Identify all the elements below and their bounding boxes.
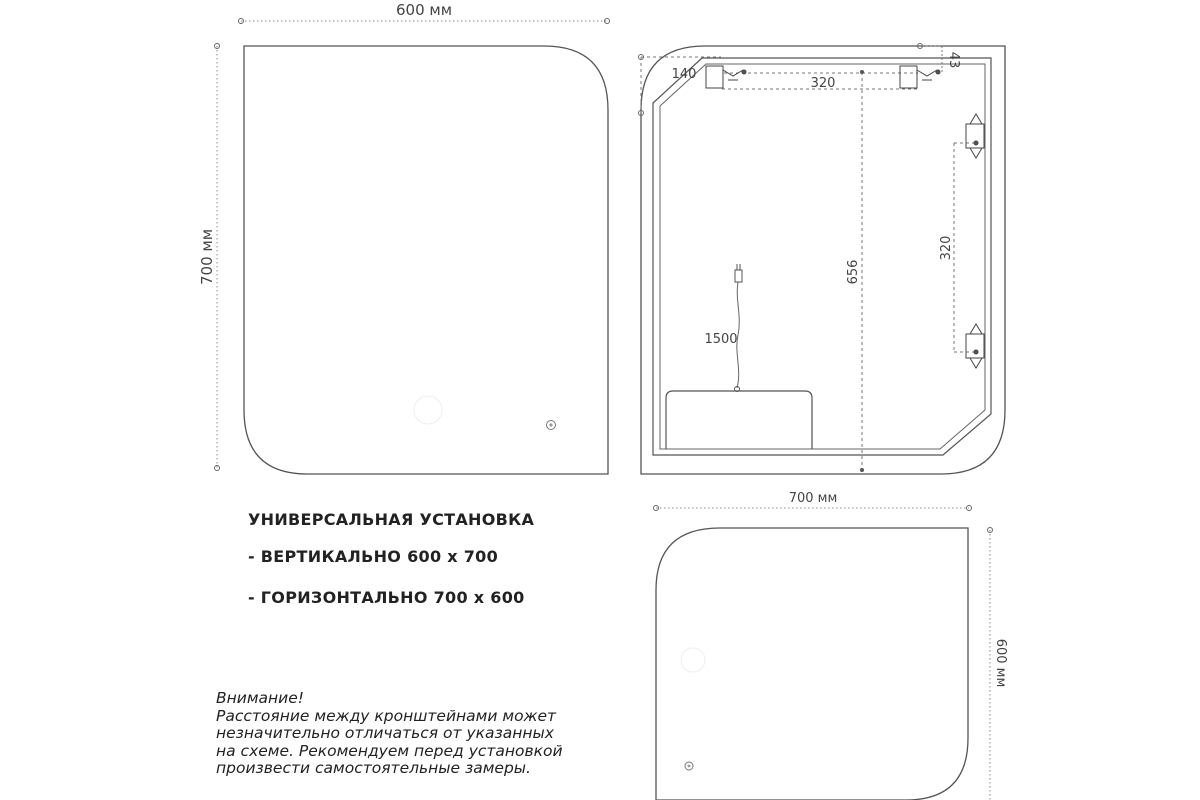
bracket-top-left <box>706 66 746 88</box>
warning-line: Расстояние между кронштейнами может <box>216 706 557 725</box>
warning-line: незначительно отличаться от указанных <box>216 724 554 743</box>
warning-line: произвести самостоятельные замеры. <box>216 759 531 778</box>
bracket-horizontal-label: 320 <box>810 76 836 91</box>
driver-box <box>666 391 812 449</box>
bracket-right-top <box>966 114 984 158</box>
offset-top-label: 43 <box>946 51 961 69</box>
front-view <box>198 1 610 474</box>
installation-title: УНИВЕРСАЛЬНАЯ УСТАНОВКА <box>248 510 535 529</box>
warning-line: Внимание! <box>216 689 304 707</box>
warning-note <box>216 690 636 778</box>
horizontal-mirror-outline <box>656 528 968 800</box>
bracket-top-right <box>900 66 940 88</box>
dimension-end-marker <box>860 468 864 472</box>
bracket-vertical-label: 320 <box>939 235 954 261</box>
horizontal-height-label: 600 мм <box>993 638 1008 688</box>
front-height-label: 700 мм <box>198 228 216 286</box>
installation-horizontal: - ГОРИЗОНТАЛЬНО 700 х 600 <box>248 588 525 607</box>
horizontal-view <box>654 491 1009 800</box>
bracket-right-bottom <box>966 324 984 368</box>
installation-vertical: - ВЕРТИКАЛЬНО 600 х 700 <box>248 547 499 566</box>
sensor-area <box>414 396 442 424</box>
mirror-outline <box>244 46 608 474</box>
back-view <box>639 44 1006 475</box>
offset-left-label: 140 <box>671 67 697 82</box>
plug-icon <box>735 264 742 282</box>
bracket-height-label: 656 <box>846 259 861 285</box>
sensor-area <box>681 648 705 672</box>
warning-line: на схеме. Рекомендуем перед установкой <box>216 741 563 760</box>
cable-length-label: 1500 <box>704 332 738 347</box>
front-width-label: 600 мм <box>395 1 453 19</box>
dimension-end-marker <box>860 70 864 74</box>
touch-button-dot <box>549 423 552 426</box>
touch-button-dot <box>688 765 691 768</box>
horizontal-width-label: 700 мм <box>788 491 838 506</box>
